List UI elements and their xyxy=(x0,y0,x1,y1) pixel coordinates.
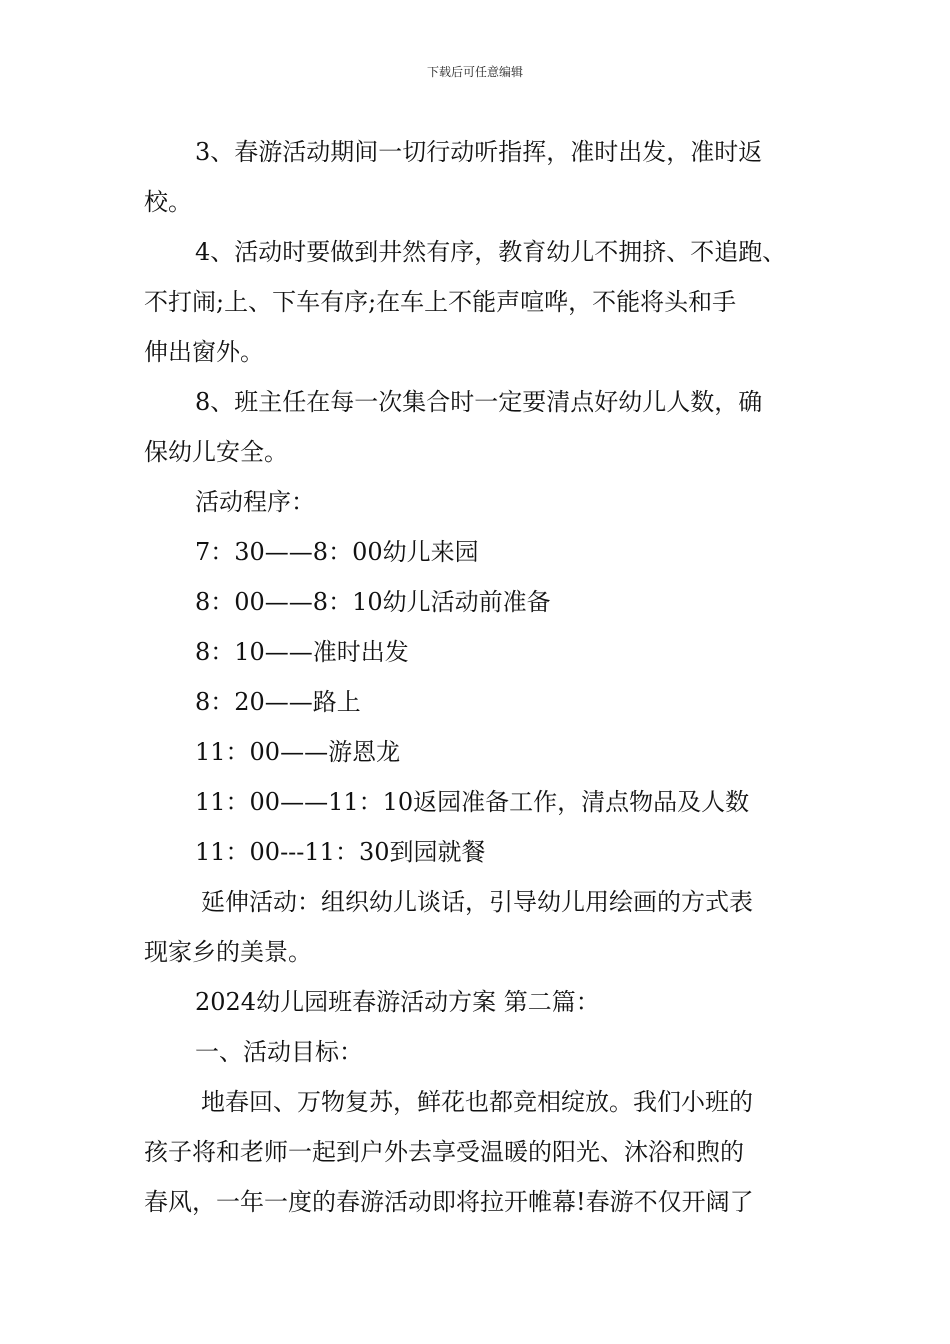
paragraph-line: 延伸活动：组织幼儿谈话，引导幼儿用绘画的方式表 xyxy=(201,888,753,916)
paragraph-line: 不打闹;上、下车有序;在车上不能声喧哗，不能将头和手 xyxy=(144,288,737,316)
section-title: 2024幼儿园班春游活动方案 第二篇： xyxy=(195,988,600,1016)
section-heading: 一、活动目标： xyxy=(195,1038,363,1066)
paragraph-line: 校。 xyxy=(144,188,192,216)
page-header-note: 下载后可任意编辑 xyxy=(426,65,523,79)
paragraph-line: 孩子将和老师一起到户外去享受温暖的阳光、沐浴和煦的 xyxy=(144,1138,744,1166)
schedule-item: 8：20——路上 xyxy=(195,688,361,716)
schedule-item: 11：00——11：10返园准备工作，清点物品及人数 xyxy=(195,788,750,816)
paragraph-line: 伸出窗外。 xyxy=(144,338,264,366)
schedule-item: 11：00---11：30到园就餐 xyxy=(195,838,486,866)
schedule-item: 8：10——准时出发 xyxy=(195,638,409,666)
paragraph-line: 4、活动时要做到井然有序，教育幼儿不拥挤、不追跑、 xyxy=(195,238,787,266)
paragraph-line: 3、春游活动期间一切行动听指挥，准时出发，准时返 xyxy=(195,138,763,166)
document-body xyxy=(144,127,824,1227)
paragraph-line: 春风，一年一度的春游活动即将拉开帷幕!春游不仅开阔了 xyxy=(144,1188,754,1216)
paragraph-line: 现家乡的美景。 xyxy=(144,938,312,966)
schedule-item: 7：30——8：00幼儿来园 xyxy=(195,538,479,566)
paragraph-line: 8、班主任在每一次集合时一定要清点好幼儿人数，确 xyxy=(195,388,763,416)
schedule-item: 11：00——游恩龙 xyxy=(195,738,401,766)
schedule-heading: 活动程序： xyxy=(195,488,315,516)
paragraph-line: 保幼儿安全。 xyxy=(144,438,288,466)
paragraph-line: 地春回、万物复苏，鲜花也都竞相绽放。我们小班的 xyxy=(201,1088,753,1116)
schedule-item: 8：00——8：10幼儿活动前准备 xyxy=(195,588,551,616)
